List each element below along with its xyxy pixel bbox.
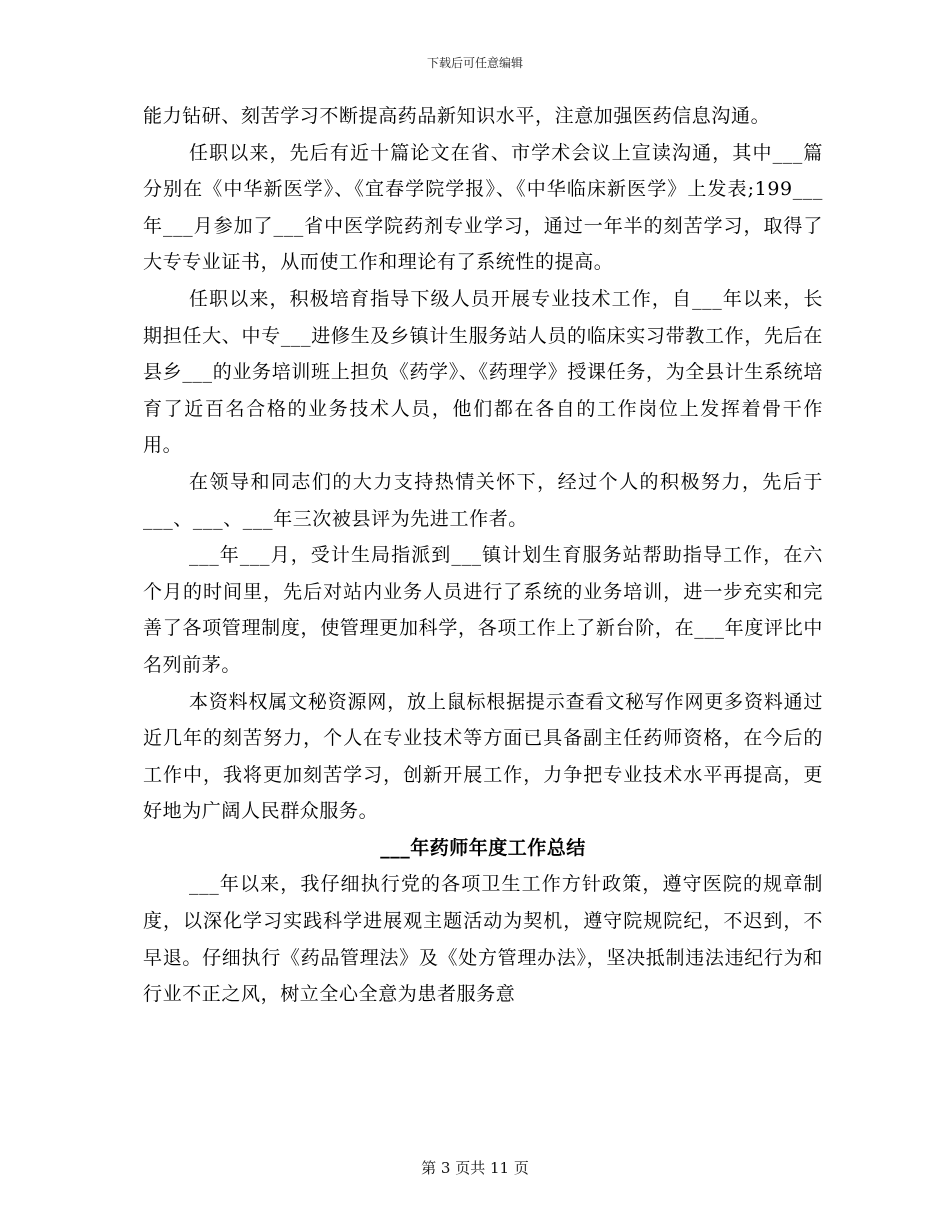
paragraph-assignment: ___年___月，受计生局指派到___镇计划生育服务站帮助指导工作，在六个月的时间里，先后对站内业务人员进行了系统的业务培训，进一步充实和完善了各项管理制度，使管理更加科学，各项工作上了新台阶，在___年度评比中名列前茅。 xyxy=(143,544,823,676)
page-header: 下载后可任意编辑 xyxy=(426,56,523,70)
paragraph-continued: 能力钻研、刻苦学习不断提高药品新知识水平，注意加强医药信息沟通。 xyxy=(143,105,771,127)
section-paragraph: ___年以来，我仔细执行党的各项卫生工作方针政策，遵守医院的规章制度，以深化学习实践科学进展观主题活动为契机，遵守院规院纪，不迟到，不早退。仔细执行《药品管理法》及《处方管理办法》，坚决抵制违法违纪行为和行业不正之风，树立全心全意为患者服务意 xyxy=(143,873,823,1006)
paragraph-awards: 在领导和同志们的大力支持热情关怀下，经过个人的积极努力，先后于___、___、___年三次被县评为先进工作者。 xyxy=(143,470,823,530)
section-title: ___年药师年度工作总结 xyxy=(380,836,586,859)
document-body xyxy=(143,98,823,1013)
paragraph-training: 任职以来，积极培育指导下级人员开展专业技术工作，自___年以来，长期担任大、中专___进修生及乡镇计生服务站人员的临床实习带教工作，先后在县乡___的业务培训班上担负《药学》、《药理学》授课任务，为全县计生系统培育了近百名合格的业务技术人员，他们都在各自的工作岗位上发挥着骨干作用。 xyxy=(143,287,823,457)
paragraph-qualification: 本资料权属文秘资源网，放上鼠标根据提示查看文秘写作网更多资料通过近几年的刻苦努力，个人在专业技术等方面已具备副主任药师资格，在今后的工作中，我将更加刻苦学习，创新开展工作，力争把专业技术水平再提高，更好地为广阔人民群众服务。 xyxy=(143,690,823,823)
paragraph-papers: 任职以来，先后有近十篇论文在省、市学术会议上宣读沟通，其中___篇分别在《中华新医学》、《宜春学院学报》、《中华临床新医学》上发表;199___年___月参加了___省中医学院药剂专业学习，通过一年半的刻苦学习，取得了大专专业证书，从而使工作和理论有了系统性的提高。 xyxy=(143,141,823,274)
page-footer: 第 3 页共 11 页 xyxy=(421,1159,529,1177)
